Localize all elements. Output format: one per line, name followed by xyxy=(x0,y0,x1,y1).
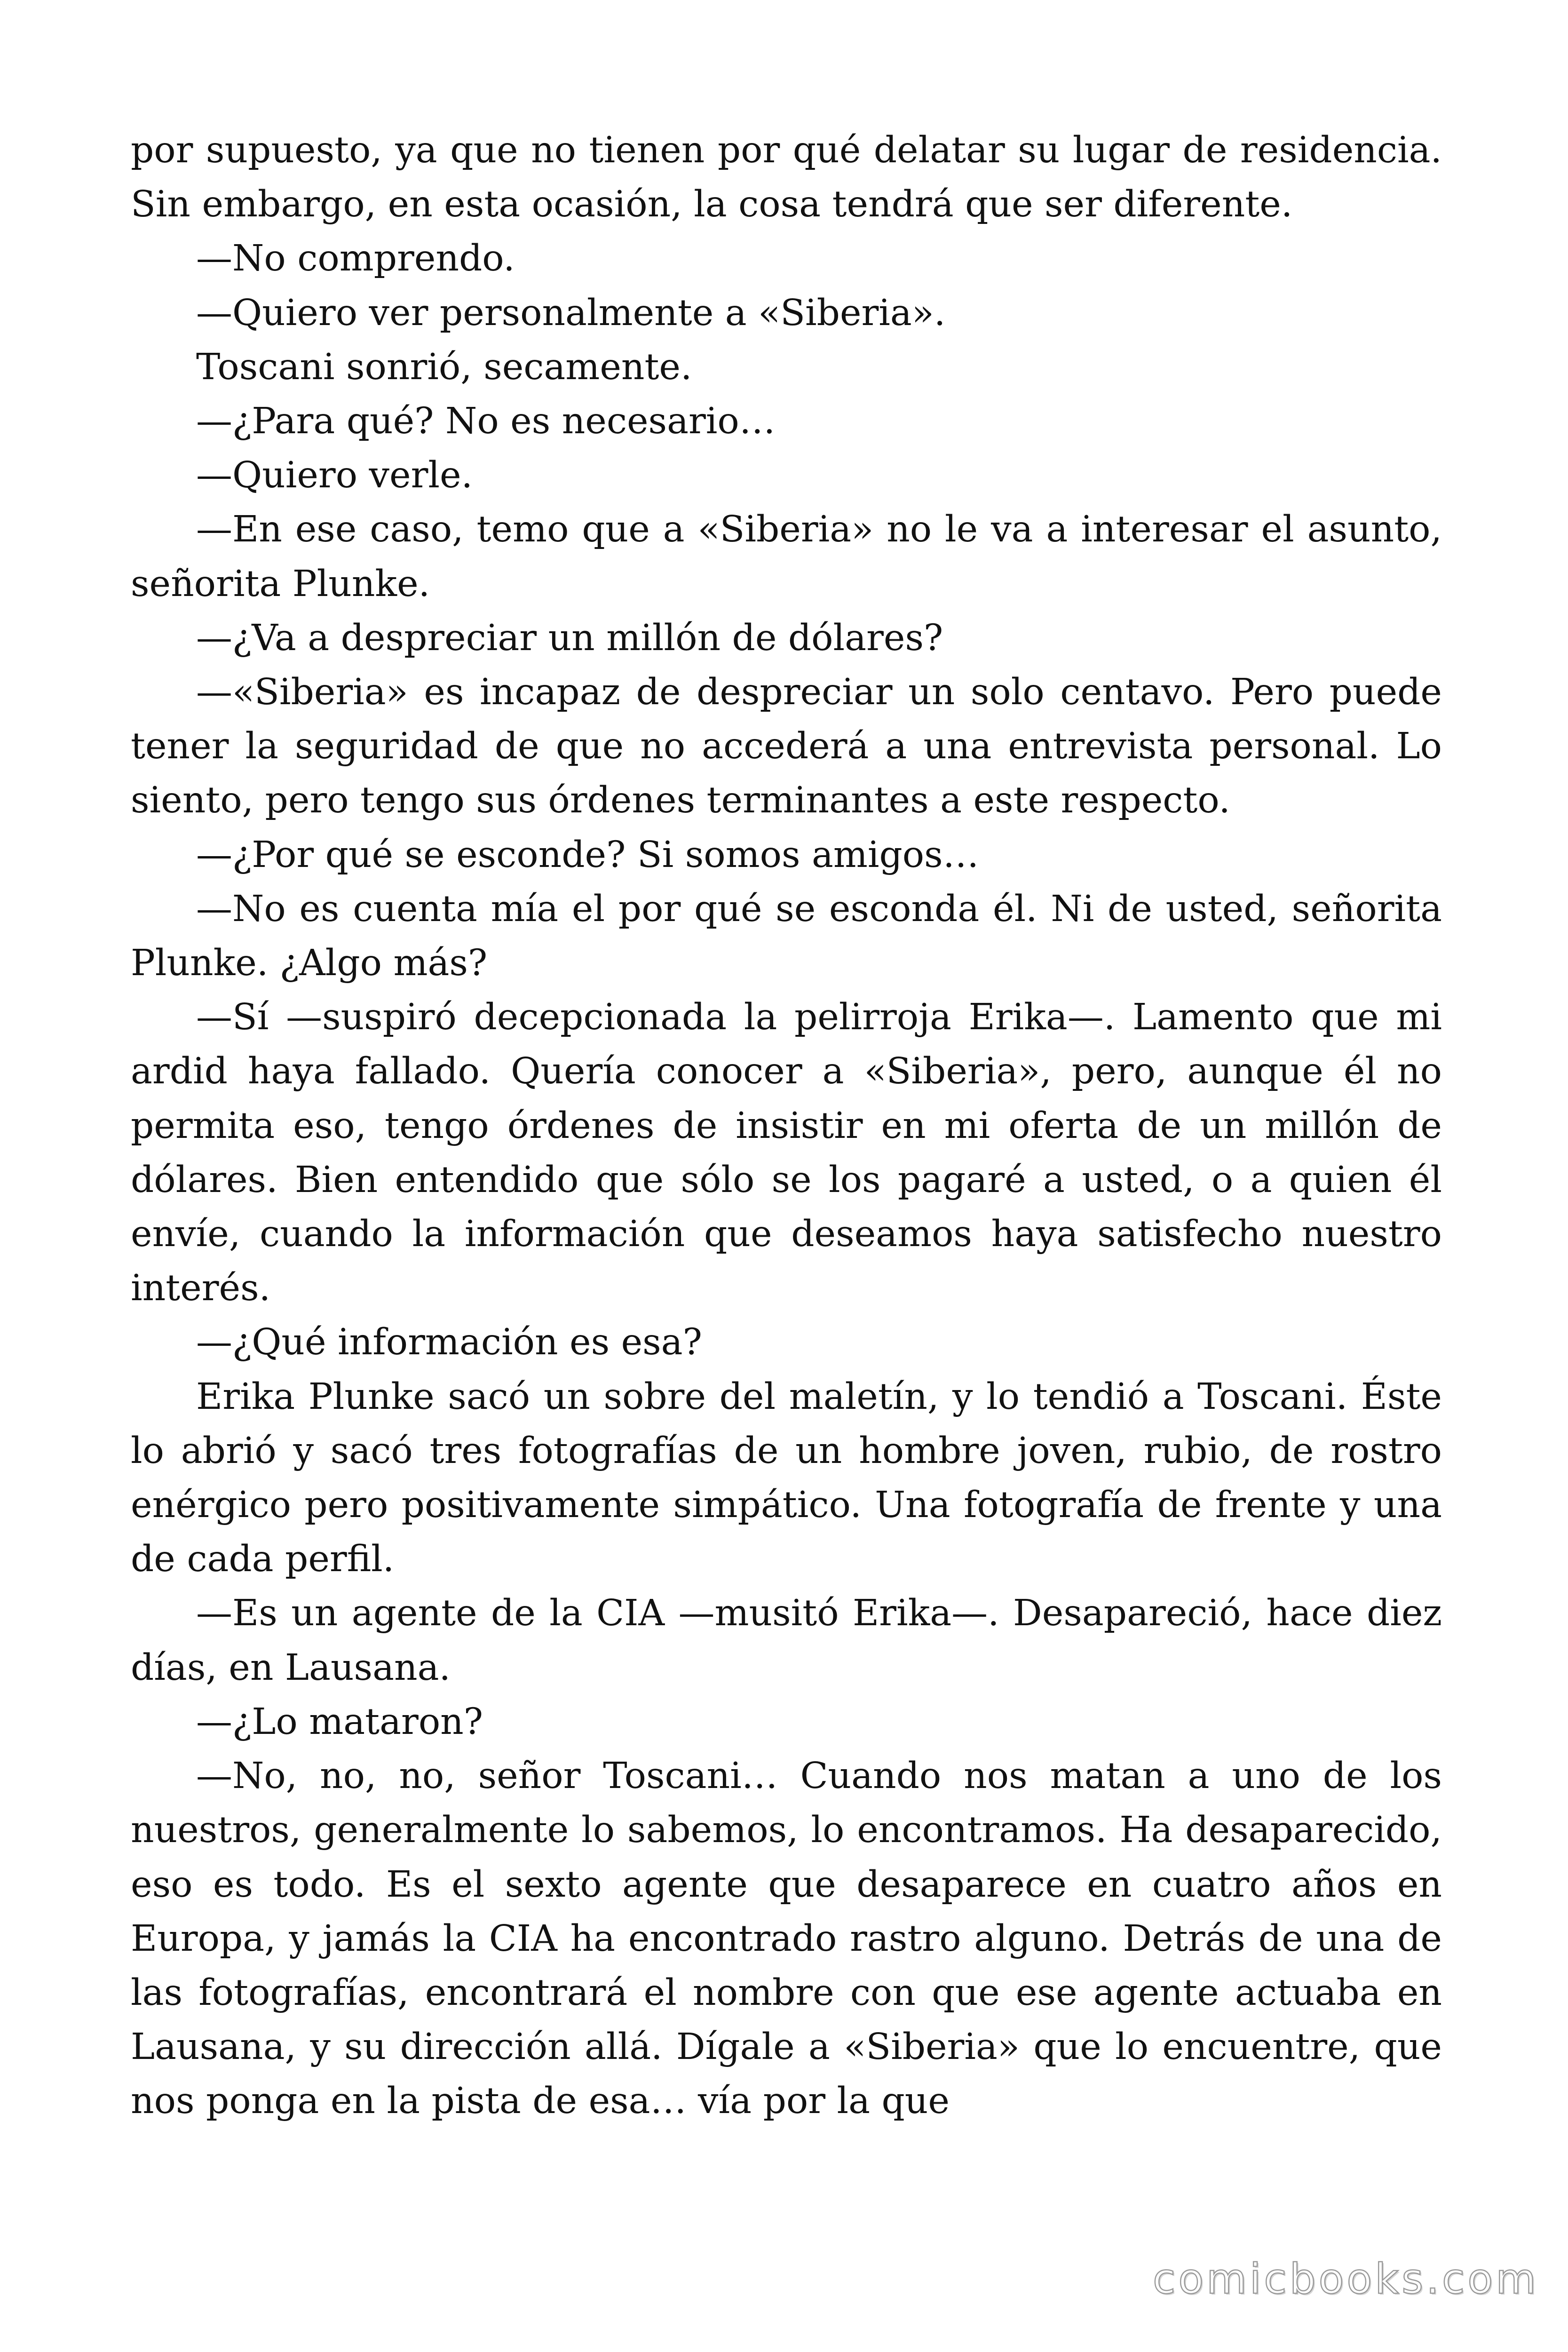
paragraph-14: Erika Plunke sacó un sobre del maletín, y lo tendió a Toscani. Éste lo abrió y sacó tres fotografías de un hombre joven, rubio, de rostro enérgico pero positivamente simpático. Una fotografía de frente y una de cada perfil. xyxy=(131,1375,1442,1581)
paragraph-1: por supuesto, ya que no tienen por qué delatar su lugar de residencia. Sin embargo, en esta ocasión, la cosa tendrá que ser diferente. xyxy=(131,129,1442,226)
paragraph-12: —Sí —suspiró decepcionada la pelirroja Erika—. Lamento que mi ardid haya fallado. Quería conocer a «Siberia», pero, aunque él no permita eso, tengo órdenes de insistir en mi oferta de un millón de dólares. Bien entendido que sólo se los pagaré a usted, o a quien él envíe, cuando la información que deseamos haya satisfecho nuestro interés. xyxy=(131,996,1442,1310)
paragraph-17: —No, no, no, señor Toscani… Cuando nos matan a uno de los nuestros, generalmente lo sabemos, lo encontramos. Ha desaparecido, eso es todo. Es el sexto agente que desaparece en cuatro años en Europa, y jamás la CIA ha encontrado rastro alguno. Detrás de una de las fotografías, encontrará el nombre con que ese agente actuaba en Lausana, y su dirección allá. Dígale a «Siberia» que lo encuentre, que nos ponga en la pista de esa… vía por la que xyxy=(131,1755,1442,2122)
watermark-logo: comicbooks.com xyxy=(1152,2255,1539,2303)
paragraph-8: —¿Va a despreciar un millón de dólares? xyxy=(196,617,943,659)
paragraph-5: —¿Para qué? No es necesario… xyxy=(196,400,776,443)
paragraph-7: —En ese caso, temo que a «Siberia» no le va a interesar el asunto, señorita Plunke. xyxy=(131,509,1442,605)
paragraph-9: —«Siberia» es incapaz de despreciar un solo centavo. Pero puede tener la seguridad de que no accederá a una entrevista personal. Lo siento, pero tengo sus órdenes terminantes a este respecto. xyxy=(131,671,1442,822)
paragraph-3: —Quiero ver personalmente a «Siberia». xyxy=(196,292,946,334)
paragraph-11: —No es cuenta mía el por qué se esconda él. Ni de usted, señorita Plunke. ¿Algo más? xyxy=(131,888,1442,985)
paragraph-13: —¿Qué información es esa? xyxy=(196,1321,702,1364)
paragraph-2: —No comprendo. xyxy=(196,238,515,280)
paragraph-10: —¿Por qué se esconde? Si somos amigos… xyxy=(196,834,979,876)
paragraph-16: —¿Lo mataron? xyxy=(196,1700,483,1743)
body-text xyxy=(131,123,1442,2129)
paragraph-6: —Quiero verle. xyxy=(196,454,473,497)
paragraph-15: —Es un agente de la CIA —musitó Erika—. Desapareció, hace diez días, en Lausana. xyxy=(131,1592,1442,1689)
paragraph-4: Toscani sonrió, secamente. xyxy=(196,346,692,388)
